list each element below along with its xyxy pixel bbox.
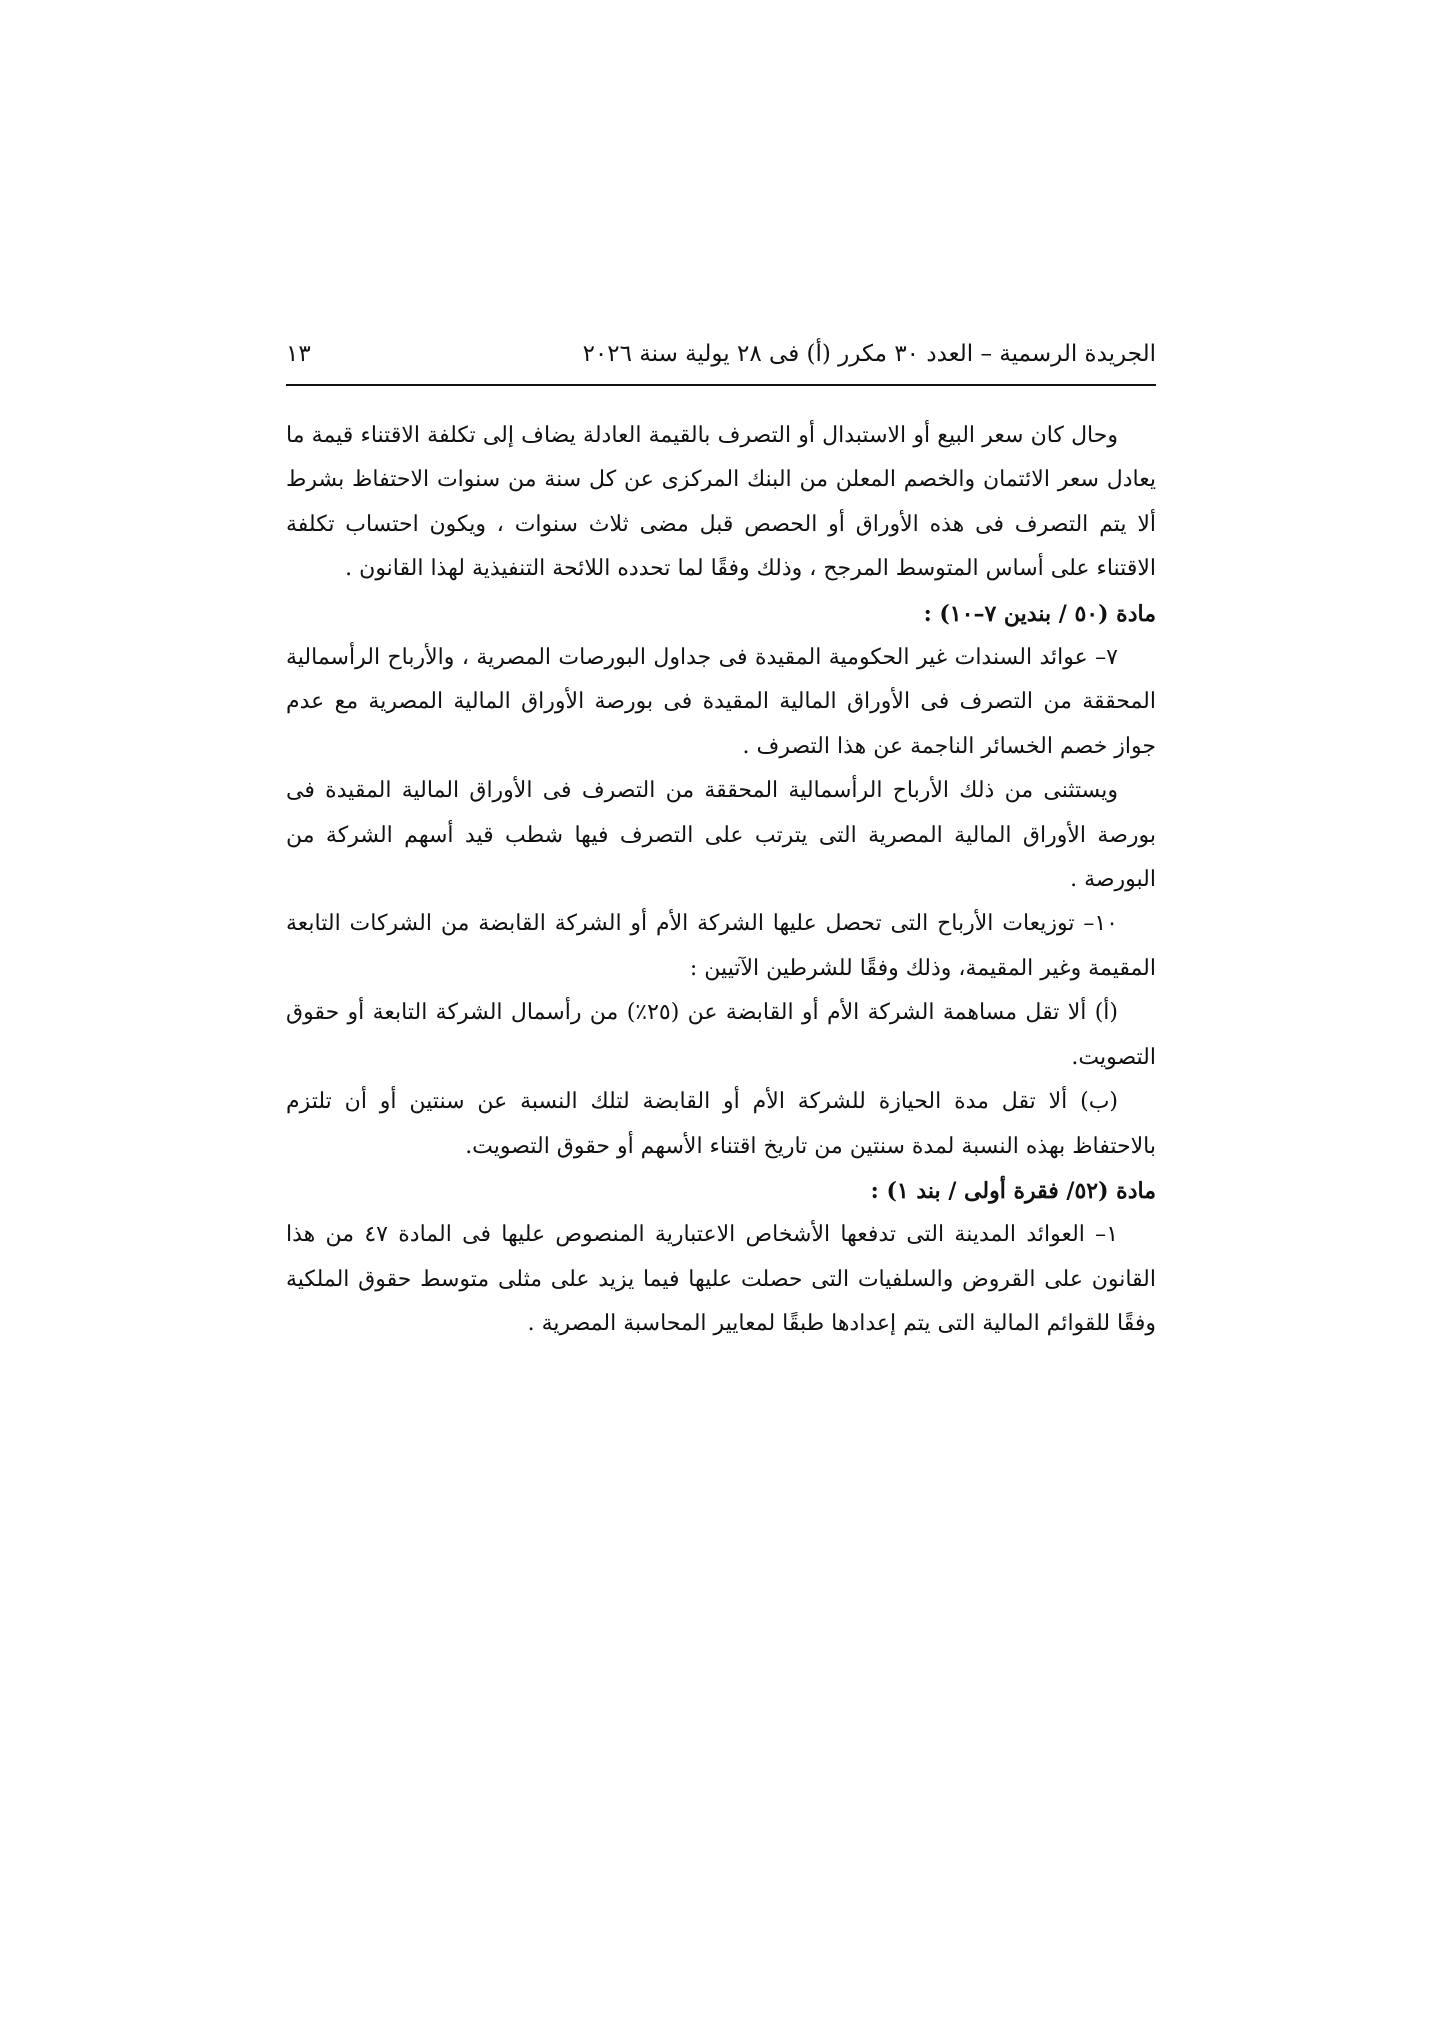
gazette-header-title: الجريدة الرسمية – العدد ٣٠ مكرر (أ) فى ٢٨ يولية سنة ٢٠٢٦: [582, 341, 1156, 367]
paragraph-item-7: ٧– عوائد السندات غير الحكومية المقيدة فى جداول البورصات المصرية ، والأرباح الرأسمالية المحققة من التصرف فى الأوراق المالية المقيدة فى بورصة الأوراق المالية المصرية مع عدم جواز خصم الخسائر الناجمة عن هذا التصرف .: [286, 645, 1156, 759]
heading-article-52: مادة (٥٢/ فقرة أولى / بند ١) :: [870, 1177, 1156, 1204]
page-number: ١٣: [286, 341, 311, 367]
paragraph-item-10: ١٠– توزيعات الأرباح التى تحصل عليها الشركة الأم أو الشركة القابضة من الشركات التابعة المقيمة وغير المقيمة، وذلك وفقًا للشرطين الآتيين :: [286, 911, 1156, 981]
heading-article-50: مادة (٥٠ / بندين ٧–١٠) :: [923, 600, 1156, 627]
paragraph-condition-b: (ب) ألا تقل مدة الحيازة للشركة الأم أو القابضة لتلك النسبة عن سنتين أو أن تلتزم بالاحتفاظ بهذه النسبة لمدة سنتين من تاريخ اقتناء الأسهم أو حقوق التصويت.: [286, 1089, 1156, 1159]
paragraph-exception: ويستثنى من ذلك الأرباح الرأسمالية المحققة من التصرف فى الأوراق المالية المقيدة فى بورصة الأوراق المالية المصرية التى يترتب على التصرف فيها شطب قيد أسهم الشركة من البورصة .: [286, 778, 1156, 893]
header-divider: [286, 384, 1156, 386]
document-body: [286, 414, 1156, 1347]
page-header: [286, 328, 1156, 376]
paragraph-condition-a: (أ) ألا تقل مساهمة الشركة الأم أو القابضة عن (٢٥٪) من رأسمال الشركة التابعة أو حقوق التصويت.: [286, 1000, 1156, 1070]
paragraph-acquisition-cost: وحال كان سعر البيع أو الاستبدال أو التصرف بالقيمة العادلة يضاف إلى تكلفة الاقتناء قيمة ما يعادل سعر الائتمان والخصم المعلن من البنك المركزى عن كل سنة من سنوات الاحتفاظ بشرط ألا يتم التصرف فى هذه الأوراق أو الحصص قبل مضى ثلاث سنوات ، ويكون احتساب تكلفة الاقتناء على أساس المتوسط المرجح ، وذلك وفقًا لما تحدده اللائحة التنفيذية لهذا القانون .: [286, 423, 1156, 582]
paragraph-item-1: ١– العوائد المدينة التى تدفعها الأشخاص الاعتبارية المنصوص عليها فى المادة ٤٧ من هذا القانون على القروض والسلفيات التى حصلت عليها فيما يزيد على مثلى متوسط حقوق الملكية وفقًا للقوائم المالية التى يتم إعدادها طبقًا لمعايير المحاسبة المصرية .: [286, 1222, 1156, 1337]
